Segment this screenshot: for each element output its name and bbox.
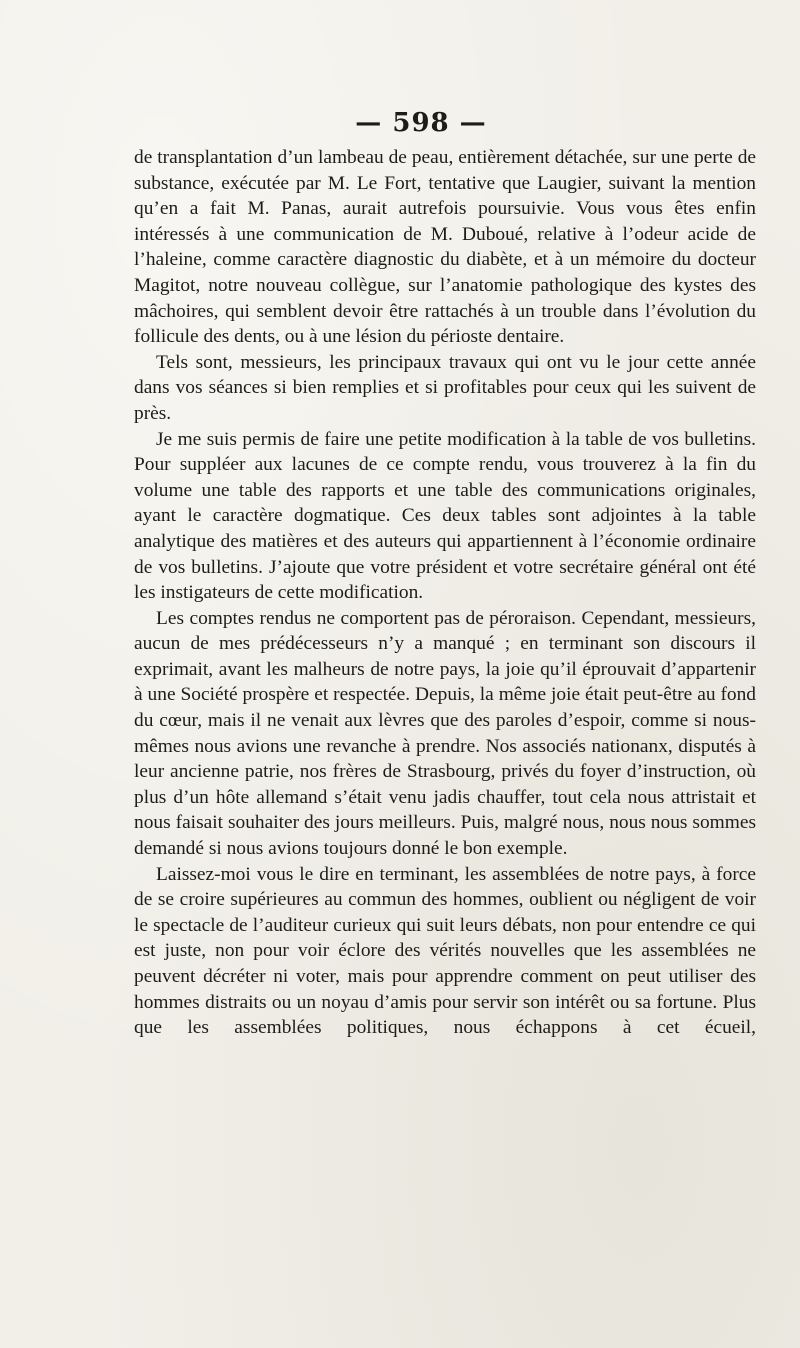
paragraph: Les comptes rendus ne comportent pas de péroraison. Cependant, messieurs, aucun de mes prédécesseurs n’y a manqué ; en terminant son discours il exprimait, avant les malheurs de notre pays, la joie qu’il éprouvait d’appartenir à une Société prospère et respectée. Depuis, la même joie était peut-être au fond du cœur, mais il ne venait aux lèvres que des paroles d’espoir, comme si nous-mêmes nous avions une revanche à prendre. Nos associés nationanx, disputés à leur ancienne patrie, nos frères de Strasbourg, privés du foyer d’instruction, où plus d’un hôte allemand s’était venu jadis chauffer, tout cela nous attristait et nous faisait souhaiter des jours meilleurs. Puis, malgré nous, nous nous sommes demandé si nous avions toujours donné le bon exemple. (134, 607, 756, 860)
body-text (134, 145, 756, 1041)
paragraph: de transplantation d’un lambeau de peau, entièrement détachée, sur une perte de substance, exécutée par M. Le Fort, tentative que Laugier, suivant la mention qu’en a fait M. Panas, aurait autrefois poursuivie. Vous vous êtes enfin intéressés à une communication de M. Duboué, relative à l’odeur acide de l’haleine, comme caractère diagnostic du diabète, et à un mémoire du docteur Magitot, notre nouveau collègue, sur l’anatomie pathologique des kystes des mâchoires, qui semblent devoir être rattachés à un trouble dans l’évolution du follicule des dents, ou à une lésion du périoste dentaire. (134, 147, 756, 348)
paragraph: Je me suis permis de faire une petite modification à la table de vos bulletins. Pour suppléer aux lacunes de ce compte rendu, vous trouverez à la fin du volume une table des rapports et une table des communications originales, ayant le caractère dogmatique. Ces deux tables sont adjointes à la table analytique des matières et des auteurs qui appartiennent à l’économie ordinaire de vos bulletins. J’ajoute que votre président et votre secrétaire général ont été les instigateurs de cette modification. (134, 428, 756, 604)
page-number: — 598 — (355, 108, 487, 138)
paragraph: Laissez-moi vous le dire en terminant, les assemblées de notre pays, à force de se croire supérieures au commun des hommes, oublient ou négligent de voir le spectacle de l’auditeur curieux qui suit leurs débats, non pour entendre ce qui est juste, non pour voir éclore des vérités nouvelles que les assemblées ne peuvent décréter ni voter, mais pour apprendre comment on peut utiliser des hommes distraits ou un noyau d’amis pour servir son intérêt ou sa fortune. Plus que les assemblées politiques, nous échappons à cet écueil, (134, 863, 756, 1039)
paragraph: Tels sont, messieurs, les principaux travaux qui ont vu le jour cette année dans vos séances si bien remplies et si profitables pour ceux qui les suivent de près. (134, 351, 756, 424)
